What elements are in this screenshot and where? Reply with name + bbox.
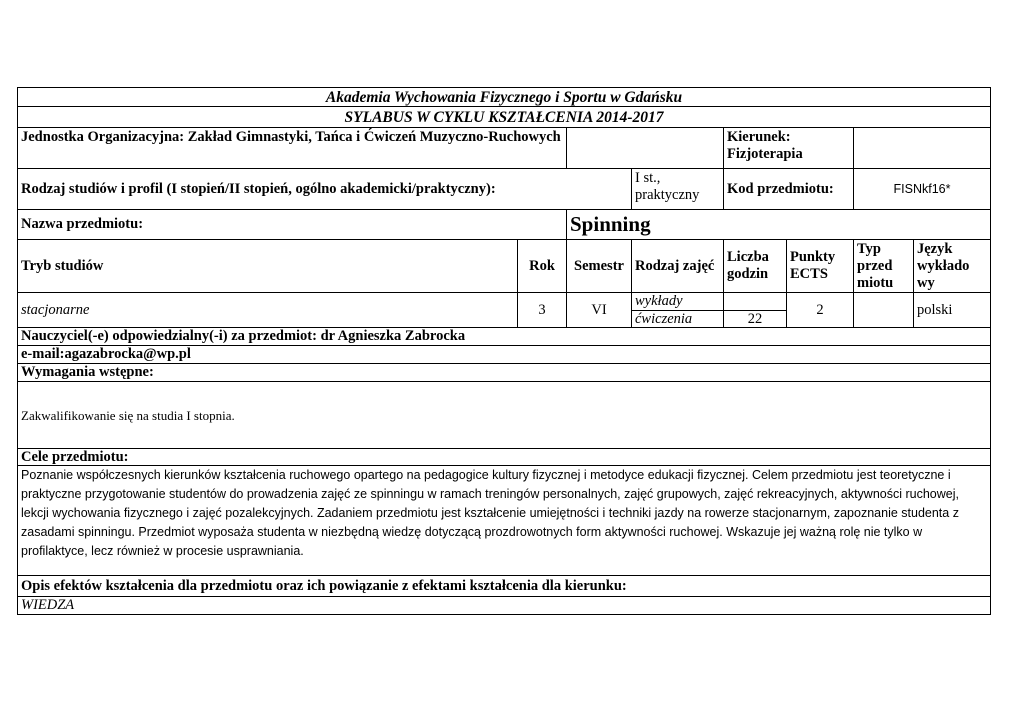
subject-name-value-text: Spinning (570, 212, 651, 236)
row-year (517, 292, 567, 328)
organizational-unit: Jednostka Organizacyjna: Zakład Gimnastyki, Tańca i Ćwiczeń Muzyczno-Ruchowych (17, 127, 567, 169)
goals-text: Poznanie współczesnych kierunków kształcenia ruchowego opartego na pedagogice kultury fizycznej i metodyce edukacji fizycznej. Celem przedmiotu jest teoretyczne i praktyczne przygotowanie studentów do prowadzenia zajęć ze spinningu w ramach treningów personalnych, zajęć grupowych, zajęć rekreacyjnych, aktywności ruchowej, lekcji wychowania fizycznego i zajęć pozalekcyjnych. Zadaniem przedmiotu jest kształcenie umiejętności i techniki jazdy na rowerze stacjonarnym, zapoznanie studenta z zasadami spinningu. Przedmiot wyposaża studenta w niezbędną wiedzę dotyczącą prozdrowotnych form aktywności ruchowej. Wskazuje jej ważną rolę nie tylko w profilaktyce, lecz również w procesie usprawniania. (17, 465, 991, 576)
row-lectures-hours (723, 292, 787, 311)
row-mode-text: stacjonarne (21, 301, 90, 318)
study-type-label (17, 168, 632, 210)
row-exercises: ćwiczenia (631, 310, 724, 328)
requirements-text (17, 381, 991, 449)
requirements-text-content: Zakwalifikowanie się na studia I stopnia. (21, 407, 235, 423)
row-ects-text: 2 (816, 301, 824, 318)
study-type-value: I st., praktyczny (631, 168, 724, 210)
row-semester (566, 292, 632, 328)
column-class-type-text: Rodzaj zajęć (635, 257, 715, 274)
column-year-text: Rok (529, 257, 555, 274)
subject-name-value (566, 209, 991, 240)
subject-code-value (853, 168, 991, 210)
column-class-type (631, 239, 724, 293)
row-semester-text: VI (591, 301, 607, 318)
direction-empty-cell (853, 127, 991, 169)
direction: Kierunek: Fizjoterapia (723, 127, 854, 169)
academy-title (17, 87, 991, 107)
requirements-label: Wymagania wstępne: (17, 363, 991, 382)
outcomes-label-text: Opis efektów kształcenia dla przedmiotu oraz ich powiązanie z efektami kształcenia dla kierunku: (21, 577, 627, 594)
academy-title-text: Akademia Wychowania Fizycznego i Sportu w Gdańsku (325, 88, 683, 106)
unit-empty-cell (566, 127, 724, 169)
email: e-mail:agazabrocka@wp.pl (17, 345, 991, 364)
row-year-text: 3 (538, 301, 546, 318)
column-hours (723, 239, 787, 293)
row-ects (786, 292, 854, 328)
column-mode-text: Tryb studiów (21, 257, 104, 274)
column-semester (566, 239, 632, 293)
column-hours-text: Liczba godzin (727, 249, 769, 282)
teacher: Nauczyciel(-e) odpowiedzialny(-i) za przedmiot: dr Agnieszka Zabrocka (17, 327, 991, 346)
row-language-text: polski (917, 301, 953, 318)
row-type (853, 292, 914, 328)
row-lectures: wykłady (631, 292, 724, 311)
syllabus-title-text: SYLABUS W CYKLU KSZTAŁCENIA 2014-2017 (344, 108, 664, 126)
column-language: Język wykłado wy (913, 239, 991, 293)
row-language (913, 292, 991, 328)
column-year (517, 239, 567, 293)
subject-code-label-text: Kod przedmiotu: (727, 180, 834, 197)
subject-name-label-text: Nazwa przedmiotu: (21, 216, 144, 232)
syllabus-title (17, 106, 991, 128)
column-type: Typ przed miotu (853, 239, 914, 293)
subject-name-label (17, 209, 567, 240)
column-mode (17, 239, 518, 293)
outcomes-knowledge: WIEDZA (17, 596, 991, 615)
goals-label: Cele przedmiotu: (17, 448, 991, 466)
study-type-label-text: Rodzaj studiów i profil (I stopień/II stopień, ogólno akademicki/praktyczny): (21, 180, 496, 197)
column-semester-text: Semestr (574, 257, 624, 274)
subject-code-label (723, 168, 854, 210)
column-ects-text: Punkty ECTS (790, 249, 836, 282)
outcomes-label (17, 575, 991, 597)
subject-code-value-text: FISNkf16* (893, 181, 951, 196)
row-exercises-hours: 22 (723, 310, 787, 328)
row-mode (17, 292, 518, 328)
column-ects (786, 239, 854, 293)
